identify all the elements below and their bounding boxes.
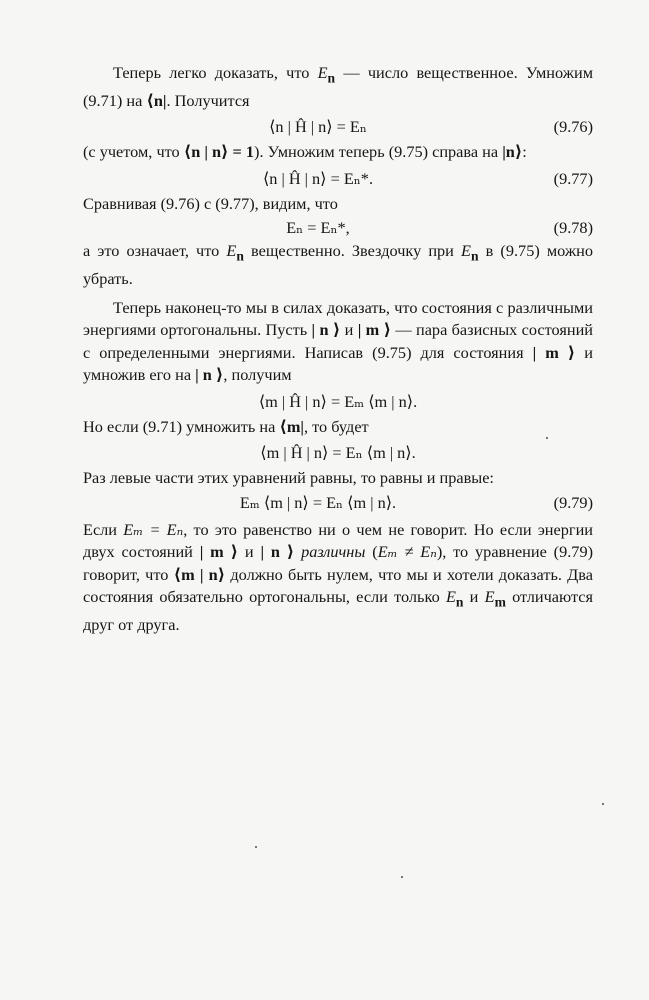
equation-unnumbered-1	[83, 387, 593, 416]
paragraph-7: Раз левые части этих уравнений равны, то равны и правые:	[83, 468, 494, 487]
equation-number: (9.76)	[553, 117, 593, 137]
paragraph-1: Теперь легко доказать, что $E_n$ — число вещественное. Умножим (9.71) на ⟨n|. Получится	[83, 63, 593, 110]
scan-speck	[602, 803, 604, 805]
equation-9-78	[83, 215, 593, 240]
equation-9-79	[83, 490, 593, 515]
paragraph-5: Теперь наконец-то мы в силах доказать, что состояния с различными энергиями ортогональны. Пусть | n ⟩ и | m ⟩ — пара базисных состояний с определенными энергиями. Написав (9.75) для состояния | m ⟩ и умножив его на | n ⟩, получим	[83, 297, 594, 384]
equation-text: Eₙ = Eₙ*,	[286, 218, 350, 238]
paragraph-2: (с учетом, что ⟨n | n⟩ = 1). Умножим теперь (9.75) справа на |n⟩:	[83, 142, 527, 162]
equation-number: (9.77)	[553, 168, 593, 188]
equation-9-77	[83, 164, 593, 193]
equation-number: (9.79)	[553, 492, 593, 512]
scan-speck	[546, 437, 548, 439]
equation-9-76	[83, 112, 593, 141]
scan-speck	[255, 846, 257, 848]
paragraph-3: Сравнивая (9.76) с (9.77), видим, что	[83, 193, 338, 213]
document-page	[83, 62, 593, 636]
scan-speck	[401, 876, 403, 878]
equation-text: ⟨n | Ĥ | n⟩ = Eₙ	[269, 117, 367, 137]
equation-text: ⟨m | Ĥ | n⟩ = Eₘ ⟨m | n⟩.	[258, 391, 418, 411]
equation-text: ⟨m | Ĥ | n⟩ = Eₙ ⟨m | n⟩.	[260, 443, 416, 462]
paragraph-4: а это означает, что $E_n$ вещественно. Звездочку при $E_n$ в (9.75) можно убрать.	[83, 241, 593, 288]
paragraph-8: Если Eₘ = Eₙ, то это равенство ни о чем не говорит. Но если энергии двух состояний | m ⟩ и | n ⟩ различны (Eₘ ≠ Eₙ), то уравнение (9.79) говорит, что ⟨m | n⟩ должно быть нулем, что мы и хотели доказать. Два состояния обязательно ортогональны, если только $E_n$ и $E_m$ отличаются друг от друга.	[83, 519, 594, 634]
paragraph-6: Но если (9.71) умножить на ⟨m|, то будет	[83, 416, 369, 436]
equation-number: (9.78)	[553, 218, 593, 238]
equation-text: Eₘ ⟨m | n⟩ = Eₙ ⟨m | n⟩.	[239, 492, 397, 512]
equation-unnumbered-2	[83, 438, 593, 467]
equation-text: ⟨n | Ĥ | n⟩ = Eₙ*.	[262, 168, 374, 188]
